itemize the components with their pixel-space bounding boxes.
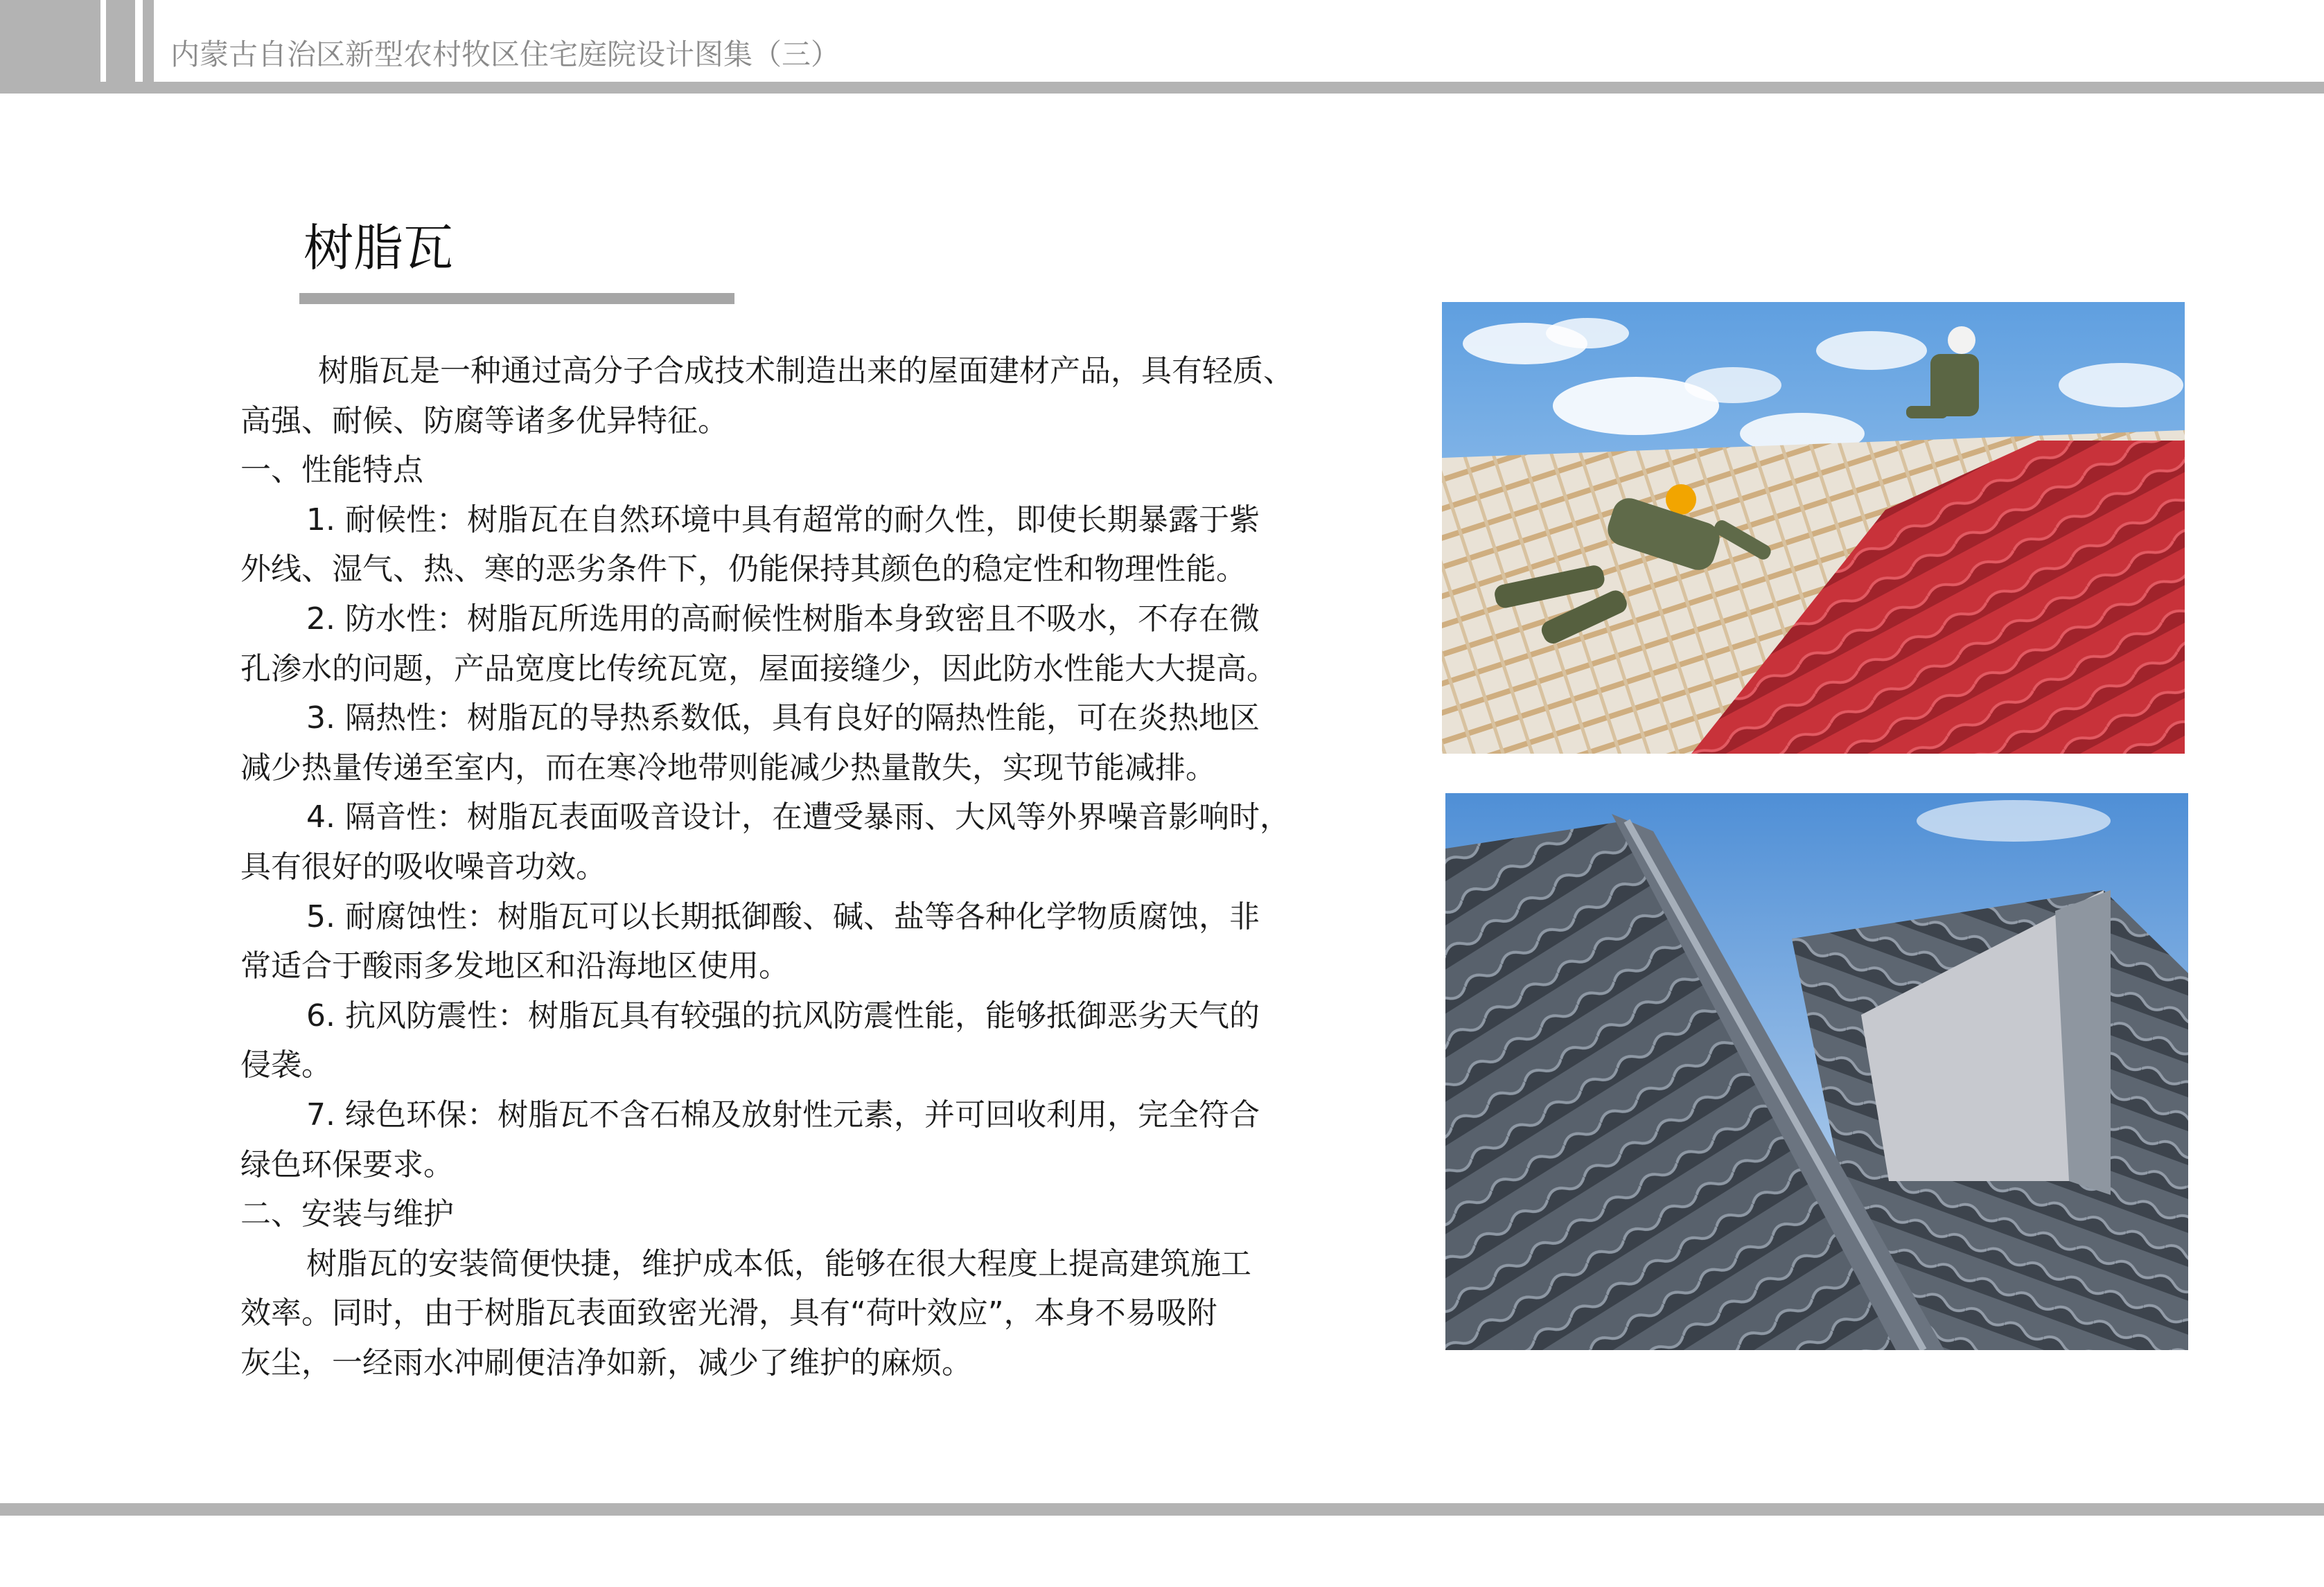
paragraph-line: 灰尘，一经雨水冲刷便洁净如新，减少了维护的麻烦。	[240, 1345, 972, 1381]
paragraph-line: 3. 隔热性：树脂瓦的导热系数低，具有良好的隔热性能，可在炎热地区	[306, 700, 1260, 736]
grey-roof-tiles-photo	[1445, 793, 2188, 1350]
paragraph-line: 孔渗水的问题，产品宽度比传统瓦宽，屋面接缝少，因此防水性能大大提高。	[240, 650, 1277, 686]
section-heading: 一、性能特点	[240, 452, 423, 488]
paragraph-line: 7. 绿色环保：树脂瓦不含石棉及放射性元素，并可回收利用，完全符合	[306, 1097, 1260, 1133]
red-roof-installation-photo	[1442, 302, 2185, 754]
paragraph-line: 高强、耐候、防腐等诸多优异特征。	[240, 402, 728, 438]
title-underline	[299, 293, 734, 304]
header-bar-thin	[143, 0, 154, 85]
paragraph-line: 侵袭。	[240, 1047, 332, 1083]
paragraph-line: 5. 耐腐蚀性：树脂瓦可以长期抵御酸、碱、盐等各种化学物质腐蚀，非	[306, 898, 1260, 934]
header-title: 内蒙古自治区新型农村牧区住宅庭院设计图集（三）	[170, 37, 840, 71]
section-heading: 二、安装与维护	[240, 1196, 454, 1232]
paragraph-line: 树脂瓦的安装简便快捷，维护成本低，能够在很大程度上提高建筑施工	[306, 1245, 1251, 1282]
header-rule	[0, 82, 2324, 94]
page-title: 树脂瓦	[303, 219, 454, 277]
paragraph-line: 6. 抗风防震性：树脂瓦具有较强的抗风防震性能，能够抵御恶劣天气的	[306, 998, 1260, 1034]
paragraph-line: 绿色环保要求。	[240, 1146, 454, 1182]
paragraph-line: 常适合于酸雨多发地区和沿海地区使用。	[240, 948, 789, 984]
body-text	[240, 346, 1418, 1387]
paragraph-line: 外线、湿气、热、寒的恶劣条件下，仍能保持其颜色的稳定性和物理性能。	[240, 551, 1247, 587]
paragraph-line: 减少热量传递至室内，而在寒冷地带则能减少热量散失，实现节能减排。	[240, 750, 1216, 786]
paragraph-line: 2. 防水性：树脂瓦所选用的高耐候性树脂本身致密且不吸水，不存在微	[306, 601, 1260, 637]
paragraph-line: 4. 隔音性：树脂瓦表面吸音设计，在遭受暴雨、大风等外界噪音影响时，	[306, 799, 1290, 835]
footer-rule	[0, 1503, 2324, 1516]
header-bar	[106, 0, 135, 85]
paragraph-line: 树脂瓦是一种通过高分子合成技术制造出来的屋面建材产品，具有轻质、	[318, 353, 1294, 389]
paragraph-line: 具有很好的吸收噪音功效。	[240, 849, 606, 885]
paragraph-line: 1. 耐候性：树脂瓦在自然环境中具有超常的耐久性，即使长期暴露于紫	[306, 502, 1260, 538]
header-block	[0, 0, 100, 85]
paragraph-line: 效率。同时，由于树脂瓦表面致密光滑，具有“荷叶效应”，本身不易吸附	[240, 1295, 1217, 1331]
